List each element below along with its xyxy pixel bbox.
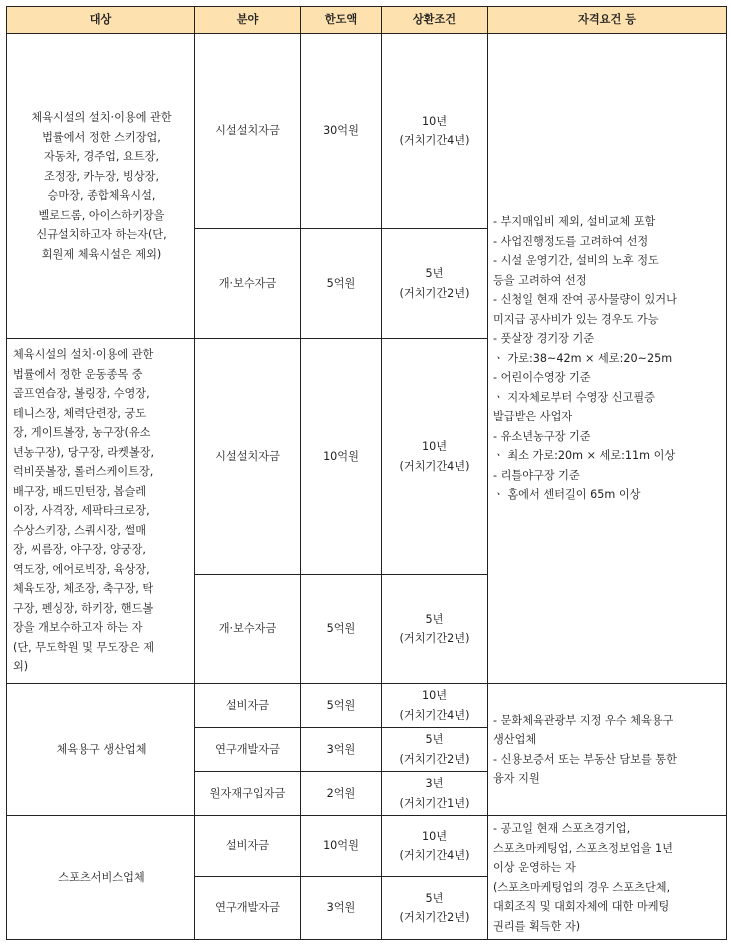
text-line: 등을 고려하여 선정 — [493, 273, 587, 287]
text-line: 스포츠마케팅업, 스포츠정보업을 1년 — [493, 841, 673, 855]
text-line: - 문화체육관광부 지정 우수 체육용구 — [493, 713, 674, 727]
requirements-cell — [488, 684, 727, 816]
text-line: (거치기간1년) — [399, 796, 470, 810]
field-cell: 시설설치자금 — [195, 339, 301, 575]
term-cell — [382, 728, 488, 772]
field-cell: 개·보수자금 — [195, 575, 301, 684]
text-line: - 신용보증서 또는 부동산 담보를 통한 — [493, 752, 677, 766]
text-line: (단, 무도학원 및 무도장은 제 — [13, 640, 155, 654]
text-line: ㆍ 지자체로부터 수영장 신고필증 — [493, 390, 655, 404]
limit-cell: 5억원 — [301, 229, 382, 339]
requirements-cell — [488, 816, 727, 940]
text-line: 이상 운영하는 자 — [493, 861, 576, 874]
text-line: ㆍ 가로:38~42m × 세로:20~25m — [493, 351, 673, 365]
text-line: 미지급 공사비가 있는 경우도 가능 — [493, 312, 659, 326]
text-line: - 어린이수영장 기준 — [493, 371, 591, 385]
text-line: (거치기간2년) — [399, 286, 470, 300]
text-line: 배구장, 배드민턴장, 봅슬레 — [13, 484, 147, 498]
table-row — [7, 34, 727, 229]
text-line: ㆍ 최소 가로:20m × 세로:11m 이상 — [493, 449, 676, 463]
text-line: (거치기간4년) — [399, 849, 470, 862]
text-line: 5년 — [425, 891, 444, 905]
limit-cell: 3억원 — [301, 728, 382, 772]
text-line: 자동차, 경주업, 요트장, — [43, 150, 160, 163]
requirements-cell — [488, 34, 727, 684]
term-cell — [382, 816, 488, 877]
loan-table — [6, 6, 727, 940]
text-line: ㆍ 홈에서 센터길이 65m 이상 — [493, 488, 641, 502]
limit-cell: 3억원 — [301, 877, 382, 940]
text-line: 10년 — [421, 829, 448, 843]
text-line: 생산업체 — [493, 733, 537, 746]
text-line: 회원제 체육시설은 제외) — [41, 247, 162, 261]
term-cell — [382, 34, 488, 229]
field-cell: 설비자금 — [195, 684, 301, 728]
table-row — [7, 684, 727, 728]
text-line: - 유소년농구장 기준 — [493, 429, 591, 443]
text-line: - 부지매입비 제외, 설비교체 포함 — [493, 215, 656, 229]
text-line: 발급받은 사업자 — [493, 410, 573, 424]
text-line: - 시설 운영기간, 설비의 노후 정도 — [493, 254, 659, 268]
text-line: 장, 게이트볼장, 농구장(유소 — [13, 426, 151, 440]
term-cell — [382, 772, 488, 816]
field-cell: 연구개발자금 — [195, 877, 301, 940]
target-cell — [7, 816, 195, 940]
header-limit: 한도액 — [301, 7, 382, 34]
text-line: 장을 개보수하고자 하는 자 — [13, 621, 143, 635]
header-term: 상환조건 — [382, 7, 488, 34]
header-requirements: 자격요건 등 — [488, 7, 727, 34]
text-line: 3년 — [425, 777, 444, 790]
text-line: 조정장, 카누장, 빙상장, — [43, 169, 160, 183]
text-line: 승마장, 종합체육시설, — [47, 189, 156, 202]
text-line: 체육도장, 체조장, 축구장, 탁 — [13, 582, 154, 596]
text-line: 5년 — [425, 267, 444, 280]
text-line: (거치기간4년) — [399, 134, 470, 147]
limit-cell: 30억원 — [301, 34, 382, 229]
term-cell — [382, 877, 488, 940]
text-line: 역도장, 에어로빅장, 육상장, — [13, 562, 150, 576]
target-cell — [7, 684, 195, 816]
field-cell: 시설설치자금 — [195, 34, 301, 229]
header-target: 대상 — [7, 7, 195, 34]
limit-cell: 5억원 — [301, 684, 382, 728]
text-line: - 사업진행정도를 고려하여 선정 — [493, 234, 649, 248]
text-line: 장, 씨름장, 야구장, 양궁장, — [13, 543, 146, 557]
text-line: 5년 — [425, 612, 444, 626]
text-line: 10년 — [421, 689, 448, 702]
text-line: 벨로드롬, 아이스하키장을 — [38, 208, 165, 222]
table-row — [7, 816, 727, 877]
text-line: 권리를 획득한 자) — [493, 919, 581, 933]
text-line: 구장, 펜싱장, 하키장, 핸드볼 — [13, 601, 154, 615]
text-line: 럭비풋볼장, 롤러스케이트장, — [13, 465, 154, 479]
target-cell — [7, 339, 195, 684]
text-line: 스포츠서비스업체 — [58, 870, 145, 884]
text-line: 체육시설의 설치·이용에 관한 — [13, 348, 154, 362]
header-field: 분야 — [195, 7, 301, 34]
term-cell — [382, 575, 488, 684]
field-cell: 원자재구입자금 — [195, 772, 301, 816]
text-line: 5년 — [425, 733, 444, 746]
text-line: - 풋살장 경기장 기준 — [493, 332, 595, 346]
target-cell — [7, 34, 195, 339]
text-line: - 리틀야구장 기준 — [493, 468, 580, 482]
text-line: 체육용구 생산업체 — [56, 742, 147, 756]
text-line: (거치기간2년) — [399, 632, 470, 645]
text-line: 이장, 사격장, 세팍타크로장, — [13, 504, 150, 518]
text-line: (거치기간4년) — [399, 459, 470, 473]
text-line: 융자 지원 — [493, 772, 540, 785]
field-cell: 연구개발자금 — [195, 728, 301, 772]
text-line: (거치기간2년) — [399, 911, 470, 924]
text-line: 10년 — [421, 440, 448, 453]
text-line: 년농구장), 당구장, 라켓볼장, — [13, 445, 155, 459]
text-line: 법률에서 정한 운동종목 중 — [13, 367, 143, 381]
text-line: 체육시설의 설치·이용에 관한 — [31, 111, 172, 124]
term-cell — [382, 684, 488, 728]
header-row — [7, 7, 727, 34]
text-line: 법률에서 정한 스키장업, — [42, 130, 161, 144]
limit-cell: 10억원 — [301, 816, 382, 877]
text-line: 외) — [13, 660, 29, 674]
term-cell — [382, 339, 488, 575]
field-cell: 개·보수자금 — [195, 229, 301, 339]
text-line: (스포츠마케팅업의 경우 스포츠단체, — [493, 880, 671, 894]
text-line: 골프연습장, 볼링장, 수영장, — [13, 387, 150, 401]
text-line: 테니스장, 체력단련장, 궁도 — [13, 406, 147, 420]
text-line: 10년 — [421, 114, 448, 128]
text-line: - 신청일 현재 잔여 공사물량이 있거나 — [493, 293, 677, 307]
text-line: (거치기간4년) — [399, 708, 470, 722]
limit-cell: 2억원 — [301, 772, 382, 816]
field-cell: 설비자금 — [195, 816, 301, 877]
text-line: (거치기간2년) — [399, 752, 470, 766]
limit-cell: 10억원 — [301, 339, 382, 575]
text-line: 대회조직 및 대회자체에 대한 마케팅 — [493, 900, 670, 913]
limit-cell: 5억원 — [301, 575, 382, 684]
text-line: 수상스키장, 스쿼시장, 썰매 — [13, 523, 147, 537]
term-cell — [382, 229, 488, 339]
text-line: 신규설치하고자 하는자(단, — [36, 228, 167, 241]
text-line: - 공고일 현재 스포츠경기업, — [493, 822, 631, 835]
